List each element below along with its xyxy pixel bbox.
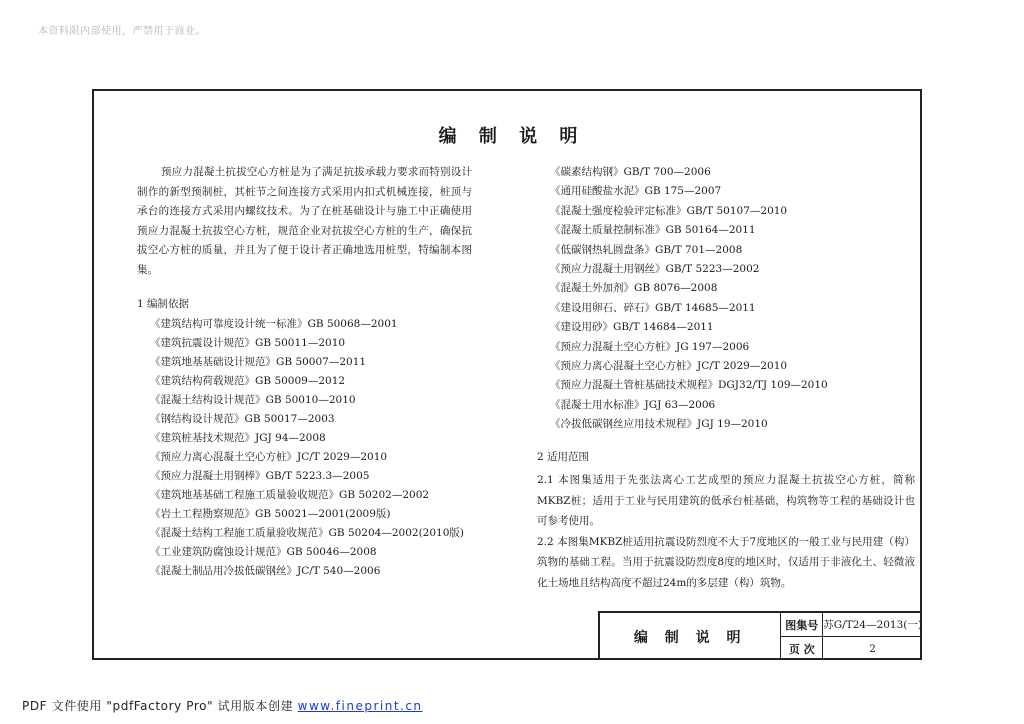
page-label: 页 次 bbox=[781, 637, 823, 660]
reference-item: 《工业建筑防腐蚀设计规范》GB 50046—2008 bbox=[150, 545, 377, 558]
reference-item: 《冷拔低碳钢丝应用技术规程》JGJ 19—2010 bbox=[550, 418, 768, 431]
reference-item: 《预应力离心混凝土空心方桩》JC/T 2029—2010 bbox=[150, 450, 388, 463]
basis-list-right bbox=[537, 163, 915, 435]
reference-item: 《建筑地基基础设计规范》GB 50007—2011 bbox=[150, 355, 367, 368]
reference-item: 《建筑结构荷载规范》GB 50009—2012 bbox=[150, 374, 346, 387]
reference-item: 《混凝土外加剂》GB 8076—2008 bbox=[550, 282, 718, 295]
reference-item: 《建筑桩基技术规范》JGJ 94—2008 bbox=[150, 431, 326, 444]
reference-item: 《预应力混凝土用钢丝》GB/T 5223—2002 bbox=[550, 263, 760, 276]
scope-item: 2.2 本图集MKBZ桩适用抗震设防烈度不大于7度地区的一般工业与民用建（构）筑物的基础工程。当用于抗震设防烈度8度的地区时，仅适用于非液化土、轻微液化土场地且结构高度不超过24m的多层建（构）筑物。 bbox=[537, 535, 915, 589]
title-block-name: 编 制 说 明 bbox=[600, 613, 781, 660]
reference-item: 《通用硅酸盐水泥》GB 175—2007 bbox=[550, 185, 722, 198]
reference-item: 《混凝土质量控制标准》GB 50164—2011 bbox=[550, 224, 756, 237]
document-title: 编 制 说 明 bbox=[438, 126, 586, 147]
reference-item: 《低碳钢热轧圆盘条》GB/T 701—2008 bbox=[550, 243, 743, 256]
reference-item: 《预应力混凝土管桩基础技术规程》DGJ32/TJ 109—2010 bbox=[550, 379, 828, 392]
reference-item: 《建筑地基基础工程施工质量验收规范》GB 50202—2002 bbox=[150, 488, 430, 501]
reference-item: 《混凝土强度检验评定标准》GB/T 50107—2010 bbox=[550, 204, 788, 217]
reference-item: 《碳素结构钢》GB/T 700—2006 bbox=[550, 166, 711, 178]
reference-item: 《建设用卵石、碎石》GB/T 14685—2011 bbox=[550, 301, 756, 314]
reference-item: 《混凝土结构工程施工质量验收规范》GB 50204—2002(2010版) bbox=[150, 526, 464, 539]
reference-item: 《预应力混凝土空心方桩》JG 197—2006 bbox=[550, 340, 750, 353]
title-block bbox=[598, 611, 922, 660]
atlas-number: 苏G/T24—2013(一) bbox=[823, 619, 922, 631]
page-number: 2 bbox=[869, 642, 876, 655]
reference-item: 《预应力离心混凝土空心方桩》JC/T 2029—2010 bbox=[550, 360, 788, 373]
scope-heading: 2 适用范围 bbox=[537, 450, 590, 463]
reference-item: 《建筑结构可靠度设计统一标准》GB 50068—2001 bbox=[150, 317, 398, 330]
reference-item: 《预应力混凝土用钢棒》GB/T 5223.3—2005 bbox=[150, 469, 370, 482]
intro-paragraph: 预应力混凝土抗拔空心方桩是为了满足抗拔承载力要求而特别设计制作的新型预制桩，其桩节之间连接方式采用内扣式机械连接，桩顶与承台的连接方式采用内螺纹技术。为了在桩基础设计与施工中正确使用预应力混凝土抗拔空心方桩，规范企业对抗拔空心方桩的生产，确保抗拔空心方桩的质量，并且为了便于设计者正确地选用桩型，特编制本图集。 bbox=[137, 166, 472, 276]
pdf-footer bbox=[22, 697, 423, 714]
basis-list-left bbox=[137, 315, 472, 581]
reference-item: 《岩土工程勘察规范》GB 50021—2001(2009版) bbox=[150, 507, 391, 520]
page-row bbox=[781, 636, 922, 660]
footer-link[interactable]: www.fineprint.cn bbox=[297, 699, 423, 713]
atlas-label: 图集号 bbox=[781, 613, 823, 636]
atlas-row bbox=[781, 613, 922, 636]
scope-item: 2.1 本图集适用于先张法离心工艺成型的预应力混凝土抗拔空心方桩，简称MKBZ桩；适用于工业与民用建筑的低承台桩基础，构筑物等工程的基础设计也可参考使用。 bbox=[537, 474, 915, 528]
reference-item: 《建筑抗震设计规范》GB 50011—2010 bbox=[150, 336, 346, 349]
footer-text: PDF 文件使用 "pdfFactory Pro" 试用版本创建 bbox=[22, 699, 298, 713]
watermark: 本资料限内部使用，严禁用于商业。 bbox=[38, 26, 206, 37]
reference-item: 《混凝土用水标准》JGJ 63—2006 bbox=[550, 398, 716, 411]
basis-heading: 1 编制依据 bbox=[137, 297, 190, 310]
left-column bbox=[137, 163, 472, 581]
reference-item: 《建设用砂》GB/T 14684—2011 bbox=[550, 321, 714, 334]
reference-item: 《钢结构设计规范》GB 50017—2003 bbox=[150, 412, 335, 425]
title-block-grid bbox=[781, 613, 922, 660]
reference-item: 《混凝土结构设计规范》GB 50010—2010 bbox=[150, 393, 356, 406]
reference-item: 《混凝土制品用冷拔低碳钢丝》JC/T 540—2006 bbox=[150, 564, 381, 577]
right-column bbox=[537, 163, 915, 593]
